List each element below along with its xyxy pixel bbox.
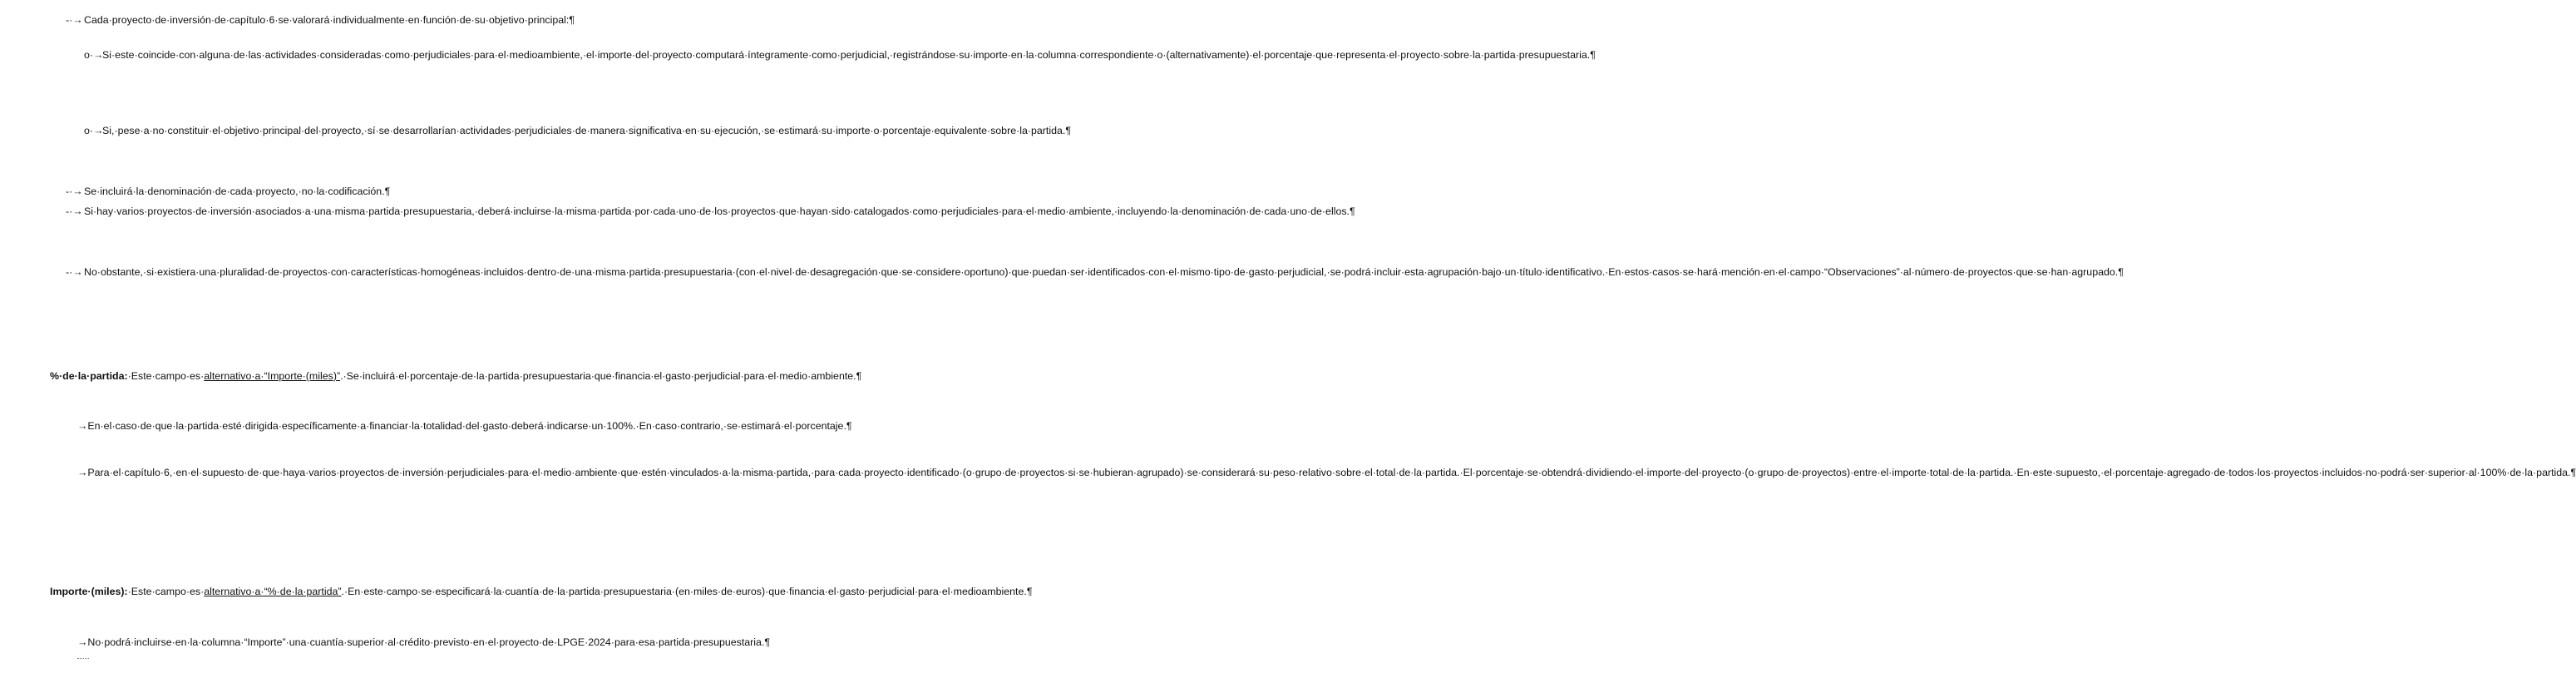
importe-section-crossref: alternativo·a·“%·de·la·partida”: [204, 586, 342, 597]
pct-section-text: .·Se·incluirá·el·porcentaje·de·la·partida·presupuestaria·que·financia·el·gasto·perjudicial·para·el·medio·ambiente.¶: [340, 370, 862, 382]
dash-bullet-marker: -·→: [66, 14, 83, 26]
pct-section-paragraph: [50, 369, 862, 383]
importe-section-heading: Importe·(miles):: [50, 586, 128, 597]
dash-bullet-marker: -·→: [66, 205, 83, 217]
list-item: [66, 265, 2124, 279]
circle-bullet-marker: o·→: [84, 49, 104, 61]
list-item-text: Si,·pese·a·no·constituir·el·objetivo·principal·del·proyecto,·sí·se·desarrollarían·actividades·perjudiciales·de·manera·significativa·en·su·ejecución,·se·estimará·su·importe·o·porcentaje·equivalente·sobre·la·partida.¶: [102, 125, 1071, 136]
pct-section-heading: %·de·la·partida:: [50, 370, 128, 382]
list-item-text: No·obstante,·si·existiera·una·pluralidad·de·proyectos·con·características·homogéneas·incluidos·dentro·de·una·misma·partida·presupuestaria·(con·el·nivel·de·desagregación·que·se·considere·oportuno)·que·puedan·ser·identificados·con·el·mismo·tipo·de·gasto·perjudicial,·se·podrá·incluir·esta·agrupación·bajo·un·título·identificativo.·En·estos·casos·se·hará·mención·en·el·campo·“Observaciones”·al·número·de·proyectos·que·se·han·agrupado.¶: [84, 266, 2124, 278]
importe-section-text: ·Este·campo·es·: [127, 586, 205, 597]
pct-section-text: ·Este·campo·es·: [127, 370, 205, 382]
dash-bullet-marker: -·→: [66, 266, 83, 278]
pct-section-crossref: alternativo·a·“Importe·(miles)”: [204, 370, 341, 382]
importe-section-text: .·En·este·campo·se·especificará·la·cuantía·de·la·partida·presupuestaria·(en·miles·de·euros)·que·financia·el·gasto·perjudicial·para·el·medioambiente.¶: [341, 586, 1033, 597]
importe-note-text: →No·podrá·incluirse·en·la·columna·“Importe”·una·cuantía·superior·al·crédito·previsto·en·el·proyecto·de·LPGE·2024·para·esa·partida·presupuestaria.¶: [77, 636, 771, 648]
pct-note-paragraph: [77, 419, 852, 433]
pct-note-paragraph: [77, 466, 2576, 479]
list-item-text: Se·incluirá·la·denominación·de·cada·proyecto,·no·la·codificación.¶: [84, 186, 391, 197]
list-item: [84, 124, 1071, 137]
list-item-text: Si·hay·varios·proyectos·de·inversión·asociados·a·una·misma·partida·presupuestaria,·deberá·incluirse·la·misma·partida·por·cada·uno·de·los·proyectos·que·hayan·sido·catalogados·como·perjudiciales·para·el·medio·ambiente,·incluyendo·la·denominación·de·cada·uno·de·ellos.¶: [84, 205, 1355, 217]
list-item-text: Cada·proyecto·de·inversión·de·capítulo·6·se·valorará·individualmente·en·función·de·su·objetivo·principal:¶: [84, 14, 575, 26]
list-item: [66, 13, 575, 27]
list-item: [66, 185, 432, 198]
paragraph-end-marker: [77, 651, 89, 659]
list-item: [84, 48, 1596, 62]
circle-bullet-marker: o·→: [84, 125, 104, 136]
list-item: [66, 205, 1355, 218]
pct-note-text: →En·el·caso·de·que·la·partida·esté·dirigida·específicamente·a·financiar·la·totalidad·del·gasto·deberá·indicarse·un·100%.·En·caso·contrario,·se·estimará·el·porcentaje.¶: [77, 420, 852, 432]
dash-bullet-marker: -·→: [66, 186, 83, 197]
pct-note-text: →Para·el·capítulo·6,·en·el·supuesto·de·que·haya·varios·proyectos·de·inversión·perjudiciales·para·el·medio·ambiente·que·estén·vinculados·a·la·misma·partida,·para·cada·proyecto·identificado·(o·grupo·de·proyectos·si·se·hubieran·agrupado)·se·considerará·su·peso·relativo·sobre·el·total·de·la·partida.·El·porcentaje·se·obtendrá·dividiendo·el·importe·del·proyecto·(o·grupo·de·proyectos)·entre·el·importe·total·de·la·partida.·En·este·supuesto,·el·porcentaje·agregado·de·todos·los·proyectos·incluidos·no·podrá·ser·superior·al·100%·de·la·partida.¶: [77, 467, 2576, 478]
list-item-text: Si·este·coincide·con·alguna·de·las·actividades·consideradas·como·perjudiciales·para·el·medioambiente,·el·importe·del·proyecto·computará·íntegramente·como·perjudicial,·registrándose·su·importe·en·la·columna·correspondiente·o·(alternativamente)·el·porcentaje·que·representa·el·proyecto·sobre·la·partida·presupuestaria.¶: [102, 49, 1596, 61]
importe-section-paragraph: [50, 585, 1033, 598]
importe-note-paragraph: [77, 636, 771, 662]
